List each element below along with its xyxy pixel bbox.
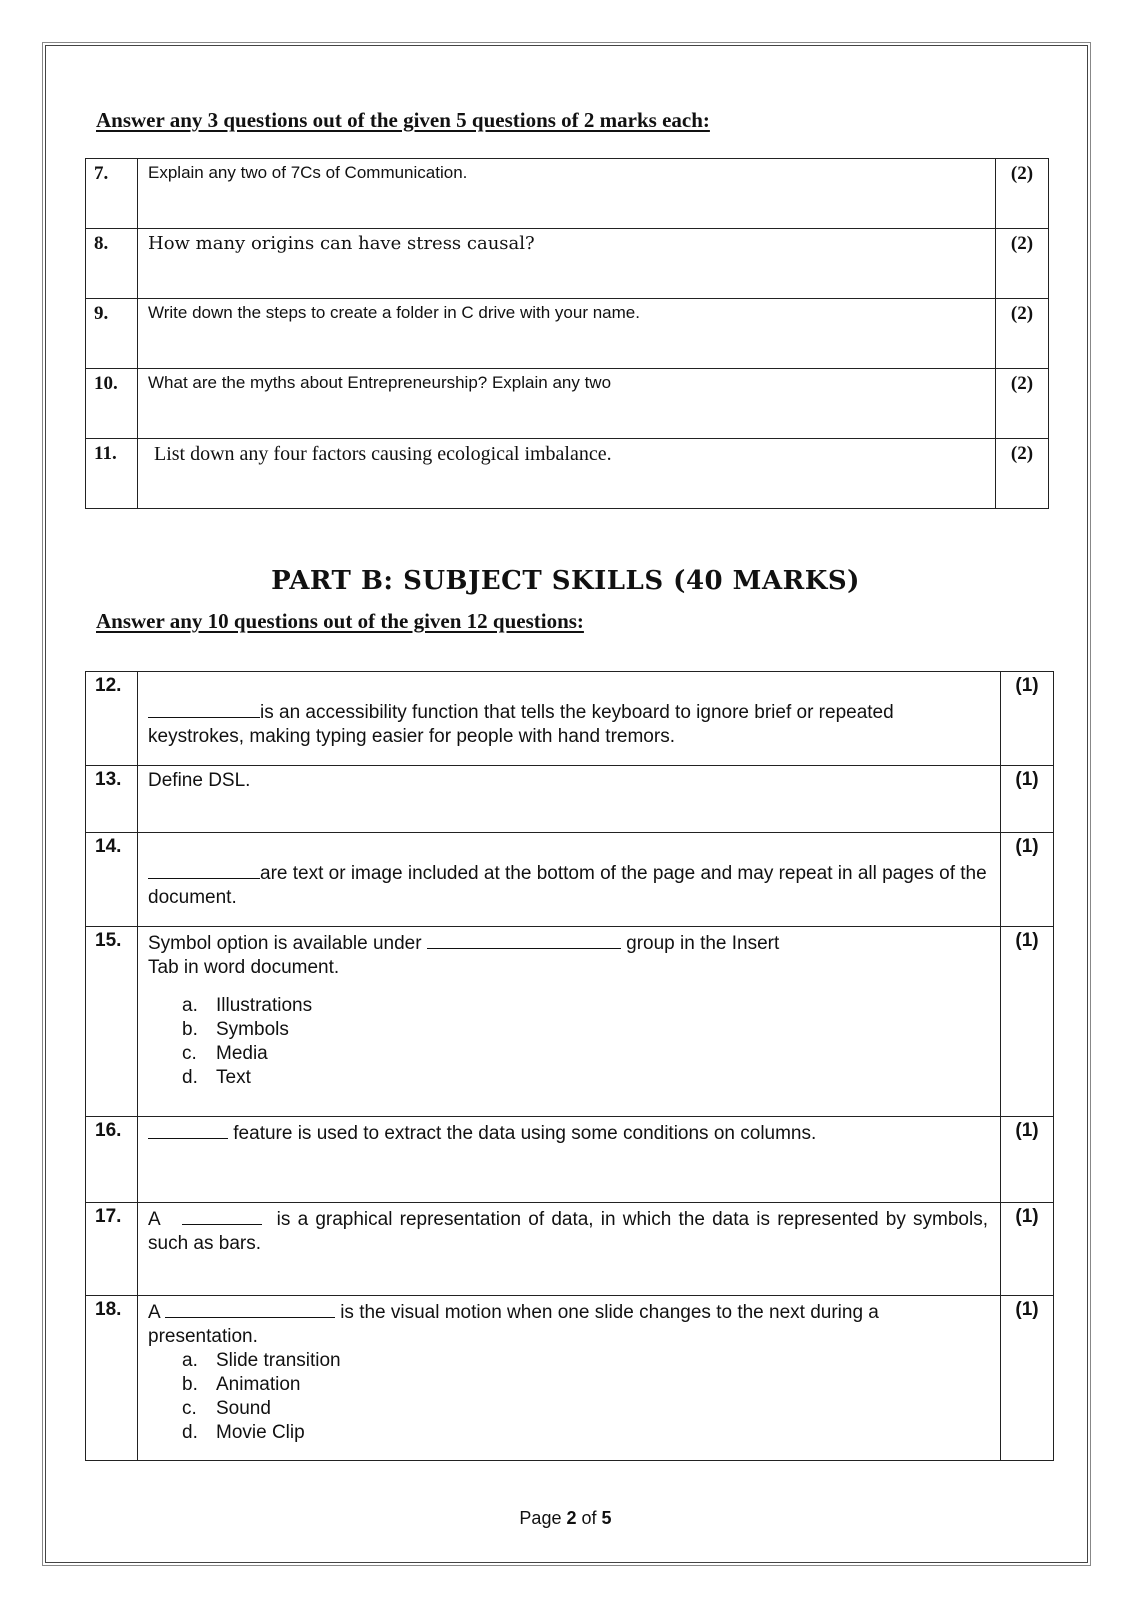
question-marks: (1): [1001, 766, 1054, 833]
table-row: [86, 1203, 1054, 1296]
table-row: [86, 369, 1049, 439]
option-letter: d.: [182, 1422, 198, 1443]
table-row: [86, 1296, 1054, 1461]
section-a-instruction: Answer any 3 questions out of the given 5 questions of 2 marks each:: [96, 108, 710, 132]
question-number: 11.: [86, 439, 138, 509]
question-cell: [138, 1296, 1001, 1461]
answer-blank: [148, 860, 260, 879]
question-cell: [138, 1117, 1001, 1203]
option-text: Illustrations: [216, 995, 313, 1016]
section-b-instruction: Answer any 10 questions out of the given 12 questions:: [96, 609, 584, 633]
list-item: [182, 1373, 988, 1397]
option-letter: a.: [182, 1350, 198, 1371]
question-cell: [138, 833, 1001, 927]
question-number: 12.: [86, 672, 138, 766]
option-list: [182, 994, 988, 1090]
question-number: 15.: [86, 927, 138, 1117]
option-letter: c.: [182, 1043, 197, 1064]
part-b-title: PART B: SUBJECT SKILLS (40 MARKS): [271, 566, 860, 596]
option-text: Text: [216, 1067, 251, 1088]
option-text: Sound: [216, 1398, 271, 1419]
page-total: 5: [601, 1508, 612, 1528]
answer-blank: [427, 930, 621, 949]
option-text: Slide transition: [216, 1350, 341, 1371]
table-row: [86, 229, 1049, 299]
list-item: [182, 1018, 988, 1042]
question-number: 17.: [86, 1203, 138, 1296]
question-cell: [138, 672, 1001, 766]
table-row: [86, 766, 1054, 833]
question-marks: (1): [1001, 927, 1054, 1117]
list-item: [182, 1042, 988, 1066]
question-marks: (1): [1001, 672, 1054, 766]
question-number: 16.: [86, 1117, 138, 1203]
table-row: [86, 439, 1049, 509]
option-text: Media: [216, 1043, 268, 1064]
list-item: [182, 1397, 988, 1421]
question-cell: [138, 927, 1001, 1117]
question-text: What are the myths about Entrepreneurship? Explain any two: [138, 369, 996, 439]
option-letter: d.: [182, 1067, 198, 1088]
question-number: 13.: [86, 766, 138, 833]
question-text: List down any four factors causing ecological imbalance.: [138, 439, 996, 509]
option-letter: b.: [182, 1374, 198, 1395]
page-current: 2: [566, 1508, 577, 1528]
question-text: is an accessibility function that tells the keyboard to ignore brief or repeated keystrokes, making typing easier for people with hand tremors.: [148, 702, 894, 747]
section-b-question-table: [85, 671, 1054, 1461]
question-text: How many origins can have stress causal?: [138, 229, 996, 299]
table-row: [86, 672, 1054, 766]
question-text: Explain any two of 7Cs of Communication.: [138, 159, 996, 229]
question-number: 18.: [86, 1296, 138, 1461]
question-text-before: A: [148, 1209, 161, 1230]
question-number: 10.: [86, 369, 138, 439]
answer-blank: [182, 1206, 262, 1225]
list-item: [182, 1421, 988, 1445]
question-text: Write down the steps to create a folder in C drive with your name.: [138, 299, 996, 369]
table-row: [86, 299, 1049, 369]
option-letter: a.: [182, 995, 198, 1016]
section-a-question-table: [85, 158, 1049, 509]
table-row: [86, 833, 1054, 927]
question-marks: (2): [996, 159, 1049, 229]
question-text-line2: Tab in word document.: [148, 957, 340, 978]
question-text: are text or image included at the bottom of the page and may repeat in all pages of the document.: [148, 863, 987, 908]
answer-blank: [148, 1120, 228, 1139]
page-label: Page: [519, 1508, 562, 1528]
question-text-after: is a graphical representation of data, in which the data is represented by symbols, such as bars.: [148, 1209, 989, 1254]
option-text: Symbols: [216, 1019, 289, 1040]
page-footer: [0, 1508, 1131, 1529]
option-text: Animation: [216, 1374, 301, 1395]
question-text: feature is used to extract the data using some conditions on columns.: [233, 1123, 817, 1144]
question-marks: (1): [1001, 1296, 1054, 1461]
question-marks: (2): [996, 369, 1049, 439]
question-number: 14.: [86, 833, 138, 927]
question-text: Define DSL.: [138, 766, 1001, 833]
question-text-after: group in the Insert: [626, 933, 780, 954]
table-row: [86, 159, 1049, 229]
list-item: [182, 1066, 988, 1090]
question-marks: (1): [1001, 1117, 1054, 1203]
list-item: [182, 994, 988, 1018]
option-list: [182, 1349, 988, 1445]
table-row: [86, 1117, 1054, 1203]
question-marks: (1): [1001, 833, 1054, 927]
option-text: Movie Clip: [216, 1422, 305, 1443]
question-text-before: Symbol option is available under: [148, 933, 422, 954]
list-item: [182, 1349, 988, 1373]
of-label: of: [581, 1508, 597, 1528]
answer-blank: [148, 699, 260, 718]
question-marks: (2): [996, 439, 1049, 509]
question-text-before: A: [148, 1302, 160, 1323]
question-number: 7.: [86, 159, 138, 229]
question-number: 9.: [86, 299, 138, 369]
option-letter: c.: [182, 1398, 197, 1419]
question-marks: (2): [996, 229, 1049, 299]
question-marks: (1): [1001, 1203, 1054, 1296]
question-marks: (2): [996, 299, 1049, 369]
option-letter: b.: [182, 1019, 198, 1040]
table-row: [86, 927, 1054, 1117]
answer-blank: [165, 1299, 335, 1318]
question-text-after: is the visual motion when one slide changes to the next during a presentation.: [148, 1302, 879, 1347]
question-cell: [138, 1203, 1001, 1296]
question-number: 8.: [86, 229, 138, 299]
